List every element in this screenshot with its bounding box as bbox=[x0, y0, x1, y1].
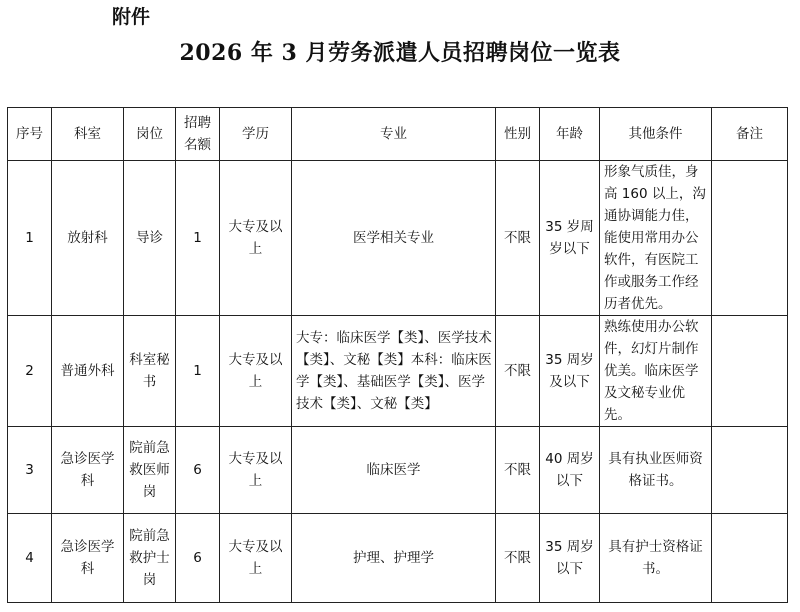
table-row bbox=[8, 514, 788, 603]
attachment-label: 附件 bbox=[112, 6, 151, 28]
header-major: 专业 bbox=[292, 108, 496, 161]
cell-gender: 不限 bbox=[496, 427, 540, 514]
header-education: 学历 bbox=[220, 108, 292, 161]
cell-other: 具有护士资格证书。 bbox=[600, 514, 712, 603]
cell-gender: 不限 bbox=[496, 514, 540, 603]
header-dept: 科室 bbox=[52, 108, 124, 161]
cell-dept: 急诊医学科 bbox=[52, 514, 124, 603]
cell-no: 3 bbox=[8, 427, 52, 514]
table-row bbox=[8, 427, 788, 514]
cell-age: 35 周岁及以下 bbox=[540, 316, 600, 427]
cell-education: 大专及以上 bbox=[220, 514, 292, 603]
cell-education: 大专及以上 bbox=[220, 427, 292, 514]
cell-quota: 1 bbox=[176, 161, 220, 316]
cell-position: 院前急救护士岗 bbox=[124, 514, 176, 603]
cell-other: 熟练使用办公软件，幻灯片制作优美。临床医学及文秘专业优先。 bbox=[600, 316, 712, 427]
recruitment-table bbox=[7, 107, 788, 603]
header-no: 序号 bbox=[8, 108, 52, 161]
cell-gender: 不限 bbox=[496, 161, 540, 316]
header-quota: 招聘名额 bbox=[176, 108, 220, 161]
cell-age: 35 岁周岁以下 bbox=[540, 161, 600, 316]
table-row bbox=[8, 316, 788, 427]
cell-no: 1 bbox=[8, 161, 52, 316]
cell-remark bbox=[712, 514, 788, 603]
header-row bbox=[8, 108, 788, 161]
cell-education: 大专及以上 bbox=[220, 316, 292, 427]
cell-major: 护理、护理学 bbox=[292, 514, 496, 603]
cell-position: 院前急救医师岗 bbox=[124, 427, 176, 514]
cell-age: 35 周岁以下 bbox=[540, 514, 600, 603]
cell-major: 医学相关专业 bbox=[292, 161, 496, 316]
cell-major: 大专：临床医学【类】、医学技术【类】、文秘【类】本科：临床医学【类】、基础医学【类】、医学技术【类】、文秘【类】 bbox=[292, 316, 496, 427]
header-other: 其他条件 bbox=[600, 108, 712, 161]
cell-quota: 6 bbox=[176, 514, 220, 603]
cell-major: 临床医学 bbox=[292, 427, 496, 514]
cell-other: 具有执业医师资格证书。 bbox=[600, 427, 712, 514]
header-age: 年龄 bbox=[540, 108, 600, 161]
cell-dept: 普通外科 bbox=[52, 316, 124, 427]
cell-quota: 1 bbox=[176, 316, 220, 427]
header-position: 岗位 bbox=[124, 108, 176, 161]
header-gender: 性别 bbox=[496, 108, 540, 161]
cell-dept: 放射科 bbox=[52, 161, 124, 316]
cell-remark bbox=[712, 427, 788, 514]
cell-other: 形象气质佳，身高 160 以上，沟通协调能力佳，能使用常用办公软件，有医院工作或服务工作经历者优先。 bbox=[600, 161, 712, 316]
cell-age: 40 周岁以下 bbox=[540, 427, 600, 514]
cell-position: 导诊 bbox=[124, 161, 176, 316]
table-row bbox=[8, 161, 788, 316]
cell-dept: 急诊医学科 bbox=[52, 427, 124, 514]
header-remark: 备注 bbox=[712, 108, 788, 161]
cell-remark bbox=[712, 161, 788, 316]
cell-education: 大专及以上 bbox=[220, 161, 292, 316]
cell-quota: 6 bbox=[176, 427, 220, 514]
cell-no: 2 bbox=[8, 316, 52, 427]
cell-remark bbox=[712, 316, 788, 427]
cell-gender: 不限 bbox=[496, 316, 540, 427]
document-title: 2026 年 3 月劳务派遣人员招聘岗位一览表 bbox=[179, 40, 621, 66]
cell-no: 4 bbox=[8, 514, 52, 603]
cell-position: 科室秘书 bbox=[124, 316, 176, 427]
